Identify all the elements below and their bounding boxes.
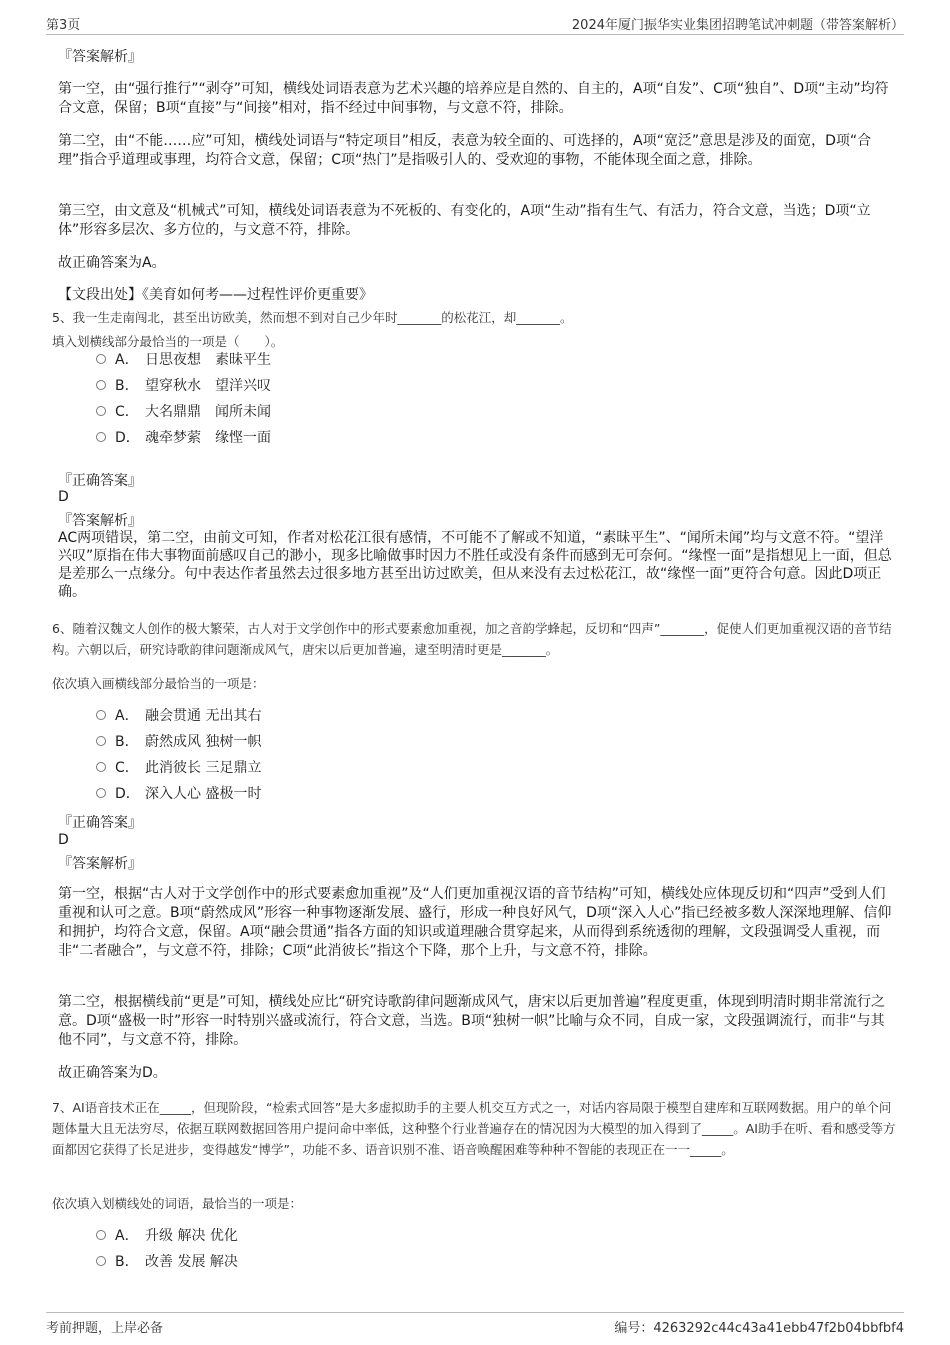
- q6-stem: 6、随着汉魏文人创作的极大繁荣，古人对于文学创作中的形式要素愈加重视，加之音韵学蜂起，反切和“四声”_______，促使人们更加重视汉语的音节结构。六朝以后，研究诗歌韵律问题渐成风气，唐宋以后更加普遍，逮至明清时更是_______。: [52, 621, 892, 657]
- q5-instruction: 填入划横线部分最恰当的一项是（ ）。: [52, 334, 284, 349]
- q5-analysis: AC两项错误，第二空，由前文可知，作者对松花江很有感情，不可能不了解或不知道，“素昧平生”、“闻所未闻”均与文意不符。“望洋兴叹”原指在伟大事物面前感叹自己的渺小，现多比喻做事时因力不胜任或没有条件而感到无可奈何。“缘悭一面”是指想见上一面，但总是差那么一点缘分。句中表达作者虽然去过很多地方甚至出访过欧美，但从来没有去过松花江，故“缘悭一面”更符合句意。因此D项正确。: [58, 530, 892, 600]
- radio-icon[interactable]: [96, 736, 106, 746]
- q6-analysis-label: 『答案解析』: [58, 856, 142, 872]
- q4-conclusion: 故正确答案为A。: [58, 255, 166, 271]
- radio-icon[interactable]: [96, 432, 106, 442]
- radio-icon[interactable]: [96, 354, 106, 364]
- radio-icon[interactable]: [96, 788, 106, 798]
- q5-option-a[interactable]: A． 日思夜想 素昧平生: [96, 350, 271, 370]
- radio-icon[interactable]: [96, 380, 106, 390]
- q4-source: 【文段出处】《美育如何考——过程性评价更重要》: [58, 287, 373, 303]
- q5-answer-label: 『正确答案』: [58, 473, 142, 489]
- q4-analysis-p3: 第三空，由文意及“机械式”可知，横线处词语表意为不死板的、有变化的，A项“生动”指有生气、有活力，符合文意，当选；D项“立体”形容多层次、多方位的，与文意不符，排除。: [58, 203, 871, 238]
- q5-option-b[interactable]: B． 望穿秋水 望洋兴叹: [96, 376, 271, 396]
- q7-stem: 7、AI语音技术正在_____，但现阶段，“检索式回答”是大多虚拟助手的主要人机交互方式之一，对话内容局限于模型自建库和互联网数据。用户的单个问题体量大且无法穷尽，依据互联网数据回答用户提问命中率低，这种整个行业普遍存在的情况因为大模型的加入得到了_____。AI助手在听、看和感受等方面都因它获得了长足进步，变得越发“博学”，功能不多、语音识别不准、语音唤醒困难等种种不智能的表现正在一一_____。: [52, 1100, 896, 1157]
- q5-answer: D: [58, 489, 69, 505]
- q6-answer-label: 『正确答案』: [58, 815, 142, 831]
- page-footer: [46, 1312, 904, 1337]
- radio-icon[interactable]: [96, 1256, 106, 1266]
- q5-analysis-label: 『答案解析』: [58, 513, 142, 529]
- q7-option-b[interactable]: B． 改善 发展 解决: [96, 1252, 238, 1272]
- radio-icon[interactable]: [96, 710, 106, 720]
- q4-analysis-label: 『答案解析』: [58, 49, 142, 65]
- q6-option-d[interactable]: D． 深入人心 盛极一时: [96, 784, 261, 804]
- radio-icon[interactable]: [96, 762, 106, 772]
- page-header: [46, 14, 904, 35]
- q6-option-a[interactable]: A． 融会贯通 无出其右: [96, 706, 261, 726]
- q7-option-a[interactable]: A． 升级 解决 优化: [96, 1226, 238, 1246]
- radio-icon[interactable]: [96, 406, 106, 416]
- q6-answer: D: [58, 832, 69, 848]
- q6-analysis-p2: 第二空，根据横线前“更是”可知，横线处应比“研究诗歌韵律问题渐成风气，唐宋以后更加普遍”程度更重，体现到明清时期非常流行之意。D项“盛极一时”形容一时特别兴盛或流行，符合文意，当选。B项“独树一帜”比喻与众不同，自成一家，文段强调流行，而非“与其他不同”，与文意不符，排除。: [58, 994, 886, 1048]
- q6-conclusion: 故正确答案为D。: [58, 1065, 167, 1081]
- document-title: 2024年厦门振华实业集团招聘笔试冲刺题（带答案解析）: [571, 18, 904, 33]
- q4-analysis-p2: 第二空，由“不能……应”可知，横线处词语与“特定项目”相反，表意为较全面的、可选择的，A项“宽泛”意思是涉及的面宽，D项“合理”指合乎道理或事理，均符合文意，保留；C项“热门”是指吸引人的、受欢迎的事物，不能体现全面之意，排除。: [58, 133, 872, 168]
- radio-icon[interactable]: [96, 1230, 106, 1240]
- page-number: 第3页: [46, 18, 81, 33]
- footer-slogan: 考前押题，上岸必备: [46, 1321, 164, 1336]
- q7-instruction: 依次填入划横线处的词语，最恰当的一项是：: [52, 1196, 303, 1211]
- q5-option-c[interactable]: C． 大名鼎鼎 闻所未闻: [96, 402, 271, 422]
- q6-analysis-p1: 第一空，根据“古人对于文学创作中的形式要素愈加重视”及“人们更加重视汉语的音节结构”可知，横线处应体现反切和“四声”受到人们重视和认可之意。B项“蔚然成风”形容一种事物逐渐发展、盛行，形成一种良好风气，D项“深入人心”指已经被多数人深深地理解、信仰和拥护，均符合文意，保留。A项“融会贯通”指各方面的知识或道理融合贯穿起来，从而得到系统透彻的理解，文段强调受人重视，而非“二者融合”，与文意不符，排除；C项“此消彼长”指这个下降，那个上升，与文意不符，排除。: [58, 886, 892, 959]
- q4-analysis-p1: 第一空，由“强行推行”“剥夺”可知，横线处词语表意为艺术兴趣的培养应是自然的、自主的，A项“自发”、C项“独自”、D项“主动”均符合文意，保留；B项“直接”与“间接”相对，指不经过中间事物，与文意不符，排除。: [58, 81, 889, 116]
- q6-option-b[interactable]: B． 蔚然成风 独树一帜: [96, 732, 261, 752]
- q6-option-c[interactable]: C． 此消彼长 三足鼎立: [96, 758, 261, 778]
- q5-option-d[interactable]: D． 魂牵梦萦 缘悭一面: [96, 428, 271, 448]
- q5-stem: 5、我一生走南闯北，甚至出访欧美，然而想不到对自己少年时_______的松花江，却_______。: [52, 310, 573, 325]
- q6-instruction: 依次填入画横线部分最恰当的一项是：: [52, 676, 265, 691]
- footer-serial: 编号：4263292c44c43a41ebb47f2b04bbfbf4: [614, 1321, 904, 1336]
